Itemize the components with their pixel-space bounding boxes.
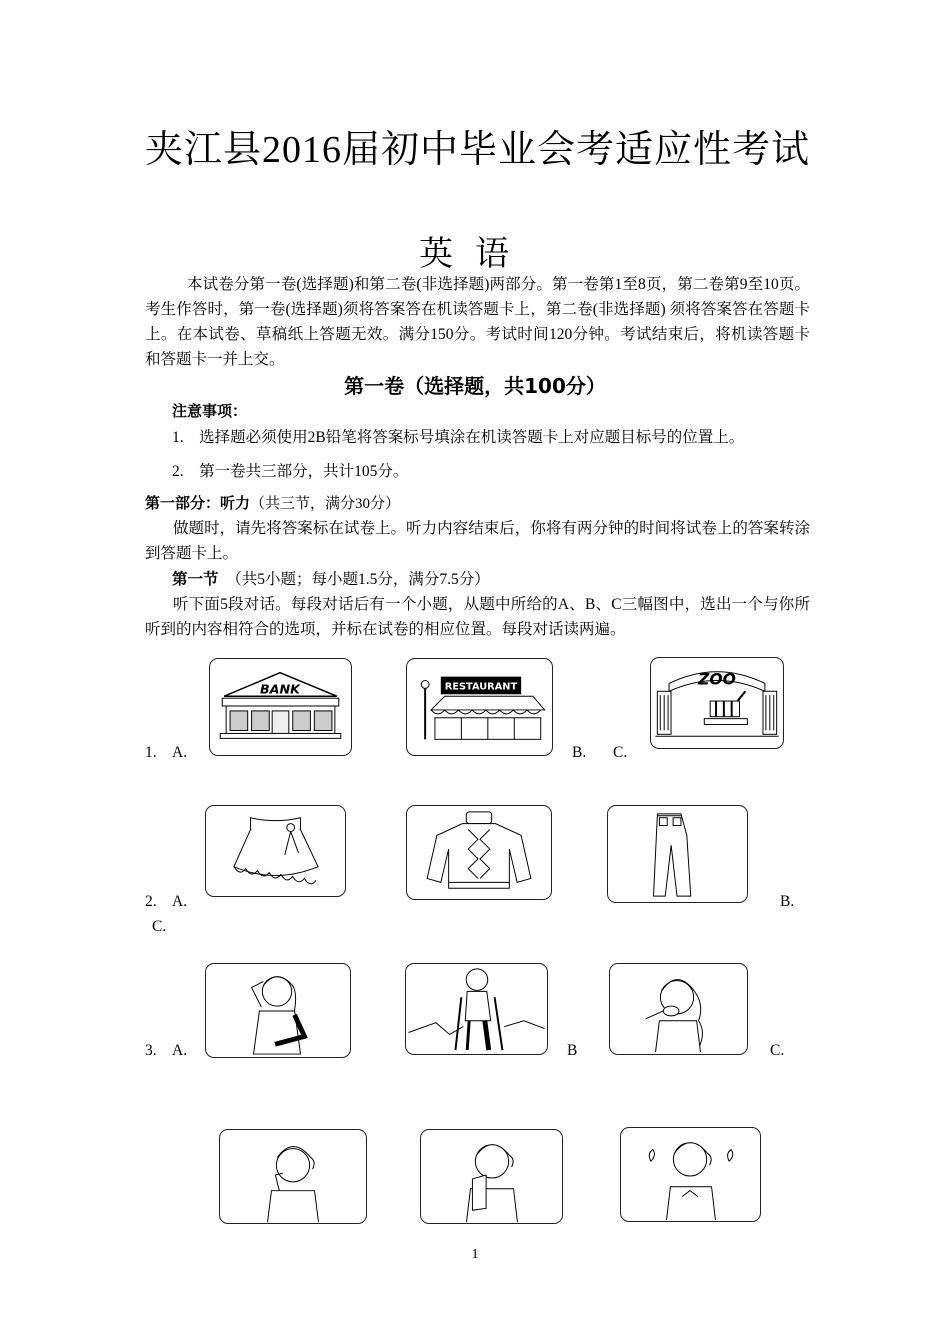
exam-intro: 本试卷分第一卷(选择题)和第二卷(非选择题)两部分。第一卷第1至8页，第二卷第9至10页。考生作答时，第一卷(选择题)须将答案答在机读答题卡上，第二卷(非选择题) 须将答案答在答题卡上。在本试卷、草稿纸上答题无效。满分150分。考试时间120分钟。考试结束后，将机读答题卡和答题卡一并上交。: [145, 276, 810, 368]
section1-heading: [172, 567, 490, 592]
question-3-option-a: A.: [172, 1042, 188, 1059]
part1-title-detail: （共三节，满分30分）: [250, 496, 401, 512]
crying-girl-picture: [420, 1129, 563, 1224]
question-1-option-a: A.: [172, 744, 188, 761]
question-2-option-c: C.: [152, 918, 167, 935]
notice-title: 注意事项：: [172, 402, 248, 420]
jeans-picture: [607, 805, 748, 903]
section1-label: 第一节: [172, 570, 219, 588]
subject-title: 英语: [419, 236, 531, 273]
question-3-option-c: C.: [770, 1042, 785, 1059]
skirt-picture: [205, 805, 346, 897]
section-title: 第一卷（选择题，共100分）: [344, 374, 606, 398]
restaurant-picture: [406, 658, 553, 756]
question-3-number: 3.: [145, 1042, 157, 1059]
angry-girl-picture: [620, 1127, 761, 1222]
crutches-girl-picture: [405, 963, 548, 1055]
part1-description: 做题时，请先将答案标在试卷上。听力内容结束后，你将有两分钟的时间将试卷上的答案转涂到答题卡上。: [145, 520, 810, 562]
section1-detail: （共5小题；每小题1.5分，满分7.5分）: [218, 571, 490, 588]
zoo-sign: ZOO: [698, 669, 736, 689]
question-2-number: 2.: [145, 893, 157, 910]
exam-title: 夹江县2016届初中毕业会考适应性考试: [145, 129, 811, 171]
section1-description: 听下面5段对话。每段对话后有一个小题，从题中所给的A、B、C三幅图中，选出一个与你所听到的内容相符合的选项，并标在试卷的相应位置。每段对话读两遍。: [145, 596, 810, 638]
restaurant-sign: RESTAURANT: [444, 681, 518, 693]
part1-heading: [145, 492, 400, 513]
sweater-picture: [406, 805, 552, 900]
question-1-option-b: B.: [572, 744, 587, 761]
bank-picture: [209, 658, 352, 756]
injured-arm-girl-picture: [205, 963, 351, 1058]
girl-touching-face-picture: [219, 1129, 367, 1224]
question-2-option-a: A.: [172, 893, 188, 910]
part1-title: 第一部分：听力: [145, 494, 251, 512]
question-1-number: 1.: [145, 744, 157, 761]
question-2-option-b: B.: [780, 893, 795, 910]
coughing-girl-picture: [609, 963, 748, 1055]
question-3-option-b: B: [567, 1042, 578, 1059]
zoo-picture: [650, 657, 784, 749]
page-number: 1: [471, 1247, 479, 1262]
notice-item-1: 1. 选择题必须使用2B铅笔将答案标号填涂在机读答题卡上对应题目标号的位置上。: [172, 429, 745, 446]
bank-sign: BANK: [259, 682, 301, 698]
notice-item-2: 2. 第一卷共三部分，共计105分。: [172, 463, 409, 480]
question-1-option-c: C.: [613, 744, 628, 761]
